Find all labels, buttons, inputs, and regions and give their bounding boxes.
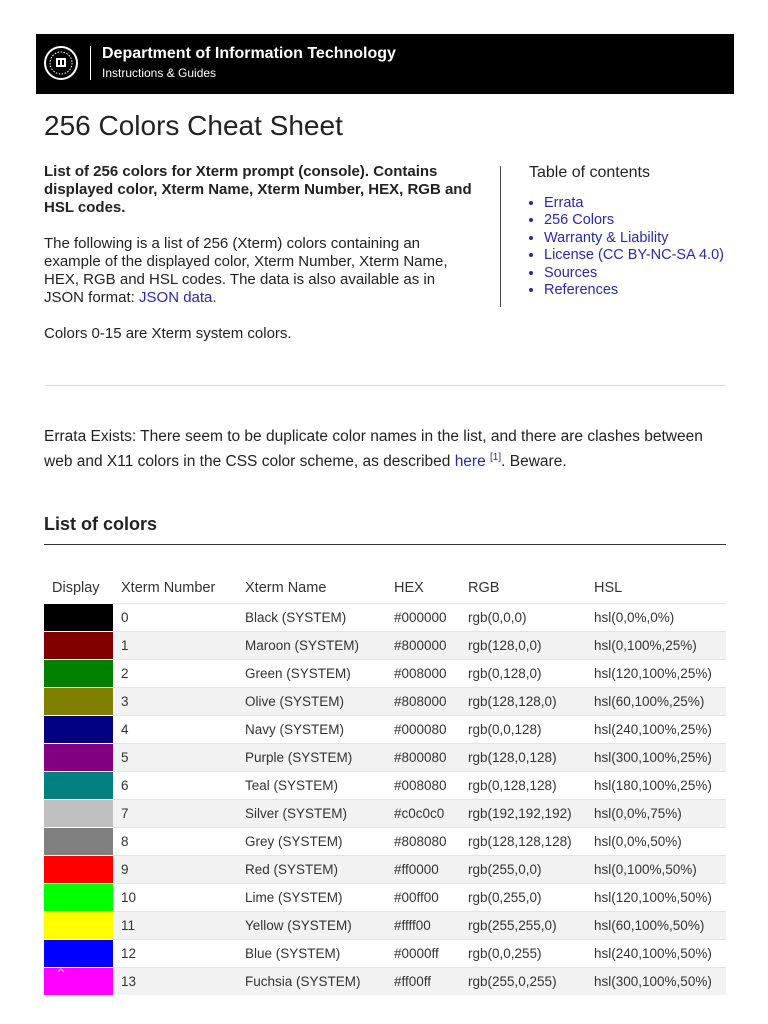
xterm-number-cell: 7: [113, 800, 237, 828]
xterm-name-cell: Purple (SYSTEM): [237, 744, 386, 772]
xterm-name-cell: Navy (SYSTEM): [237, 716, 386, 744]
xterm-number-cell: 5: [113, 744, 237, 772]
xterm-number-cell: 4: [113, 716, 237, 744]
heading-rule: [44, 544, 726, 545]
hex-cell: #808000: [386, 688, 460, 716]
intro-body-text: The following is a list of 256 (Xterm) colors containing an example of the displayed color, Xterm Number, Xterm Name, HEX, RGB and HSL codes. The data is also available as in JSON format:: [44, 235, 448, 306]
rgb-cell: rgb(128,0,0): [460, 632, 586, 660]
rgb-cell: rgb(128,128,128): [460, 828, 586, 856]
col-header-hex: HEX: [394, 580, 424, 596]
hex-cell: #ff0000: [386, 856, 460, 884]
table-of-contents: [529, 163, 739, 299]
hex-cell: #800080: [386, 744, 460, 772]
xterm-name-cell: Lime (SYSTEM): [237, 884, 386, 912]
hsl-cell: hsl(120,100%,25%): [586, 660, 726, 688]
hex-cell: #00ff00: [386, 884, 460, 912]
table-row: [44, 660, 726, 688]
hsl-cell: hsl(60,100%,50%): [586, 912, 726, 940]
table-row: [44, 968, 726, 996]
rgb-cell: rgb(192,192,192): [460, 800, 586, 828]
xterm-number-cell: 13: [113, 968, 237, 996]
xterm-number-cell: 10: [113, 884, 237, 912]
site-header: [36, 34, 734, 94]
table-row: [44, 688, 726, 716]
table-row: [44, 856, 726, 884]
hsl-cell: hsl(0,100%,25%): [586, 632, 726, 660]
xterm-name-cell: Black (SYSTEM): [237, 604, 386, 632]
color-swatch: [44, 604, 113, 632]
color-swatch: [44, 856, 113, 884]
toc-item-sources[interactable]: [544, 265, 739, 282]
hsl-cell: hsl(0,0%,0%): [586, 604, 726, 632]
rgb-cell: rgb(0,255,0): [460, 884, 586, 912]
hex-cell: #808080: [386, 828, 460, 856]
hsl-cell: hsl(300,100%,50%): [586, 968, 726, 996]
toc-item-errata[interactable]: [544, 195, 739, 212]
xterm-name-cell: Red (SYSTEM): [237, 856, 386, 884]
list-of-colors-heading: List of colors: [44, 514, 158, 534]
xterm-number-cell: 12: [113, 940, 237, 968]
hsl-cell: hsl(120,100%,50%): [586, 884, 726, 912]
intro-section: [44, 163, 476, 361]
col-header-xterm-name: Xterm Name: [245, 580, 327, 596]
errata-suffix: . Beware.: [501, 453, 567, 471]
toc-link-license[interactable]: License (CC BY-NC-SA 4.0): [544, 247, 724, 264]
hsl-cell: hsl(60,100%,25%): [586, 688, 726, 716]
hex-cell: #c0c0c0: [386, 800, 460, 828]
xterm-number-cell: 2: [113, 660, 237, 688]
hsl-cell: hsl(0,100%,50%): [586, 856, 726, 884]
rgb-cell: rgb(0,0,255): [460, 940, 586, 968]
hsl-cell: hsl(240,100%,50%): [586, 940, 726, 968]
xterm-number-cell: 8: [113, 828, 237, 856]
color-swatch: [44, 744, 113, 772]
table-row: [44, 912, 726, 940]
intro-body-suffix: .: [212, 289, 217, 306]
hex-cell: #800000: [386, 632, 460, 660]
col-header-hsl: HSL: [594, 580, 623, 596]
hex-cell: #008000: [386, 660, 460, 688]
rgb-cell: rgb(128,128,0): [460, 688, 586, 716]
json-data-link[interactable]: JSON data: [139, 289, 213, 306]
errata-here-link[interactable]: here: [454, 453, 486, 471]
toc-item-warranty[interactable]: [544, 230, 739, 247]
xterm-name-cell: Green (SYSTEM): [237, 660, 386, 688]
xterm-name-cell: Grey (SYSTEM): [237, 828, 386, 856]
table-row: [44, 940, 726, 968]
system-colors-note: Colors 0-15 are Xterm system colors.: [44, 325, 292, 342]
rgb-cell: rgb(0,0,0): [460, 604, 586, 632]
intro-body: [44, 235, 476, 307]
table-row: [44, 828, 726, 856]
color-swatch: [44, 632, 113, 660]
xterm-name-cell: Blue (SYSTEM): [237, 940, 386, 968]
table-row: [44, 772, 726, 800]
xterm-number-cell: 0: [113, 604, 237, 632]
hex-cell: #000000: [386, 604, 460, 632]
xterm-number-cell: 1: [113, 632, 237, 660]
color-swatch: [44, 688, 113, 716]
color-swatch: [44, 828, 113, 856]
table-row: [44, 800, 726, 828]
hsl-cell: hsl(0,0%,75%): [586, 800, 726, 828]
toc-link-sources[interactable]: Sources: [544, 264, 598, 281]
toc-list: [529, 195, 739, 299]
col-header-display: Display: [52, 580, 100, 596]
hex-cell: #ff00ff: [386, 968, 460, 996]
section-divider: [44, 385, 726, 386]
col-header-rgb: RGB: [468, 580, 500, 596]
hsl-cell: hsl(240,100%,25%): [586, 716, 726, 744]
color-swatch: [44, 660, 113, 688]
rgb-cell: rgb(0,128,128): [460, 772, 586, 800]
toc-item-references[interactable]: [544, 282, 739, 299]
hex-cell: #000080: [386, 716, 460, 744]
intro-lead: List of 256 colors for Xterm prompt (console). Contains displayed color, Xterm Name, Xterm Number, HEX, RGB and HSL codes.: [44, 163, 472, 216]
rgb-cell: rgb(0,0,128): [460, 716, 586, 744]
toc-link-errata[interactable]: Errata: [544, 195, 584, 211]
color-swatch: [44, 716, 113, 744]
color-swatch: [44, 772, 113, 800]
errata-text: Errata Exists: There seem to be duplicate color names in the list, and there are clashes between web and X11 colors in the CSS color scheme, as described: [44, 428, 703, 471]
xterm-number-cell: 3: [113, 688, 237, 716]
university-seal-icon[interactable]: [44, 46, 78, 80]
page-title: 256 Colors Cheat Sheet: [44, 110, 343, 141]
errata-reference-link[interactable]: [1]: [490, 452, 502, 463]
colors-table: [44, 573, 726, 995]
color-swatch: [44, 884, 113, 912]
table-row: [44, 632, 726, 660]
toc-title: Table of contents: [529, 164, 650, 181]
color-swatch: [44, 940, 113, 968]
hsl-cell: hsl(300,100%,25%): [586, 744, 726, 772]
toc-link-references[interactable]: References: [544, 282, 619, 299]
table-header-row: [44, 573, 726, 604]
table-row: [44, 604, 726, 632]
table-row: [44, 884, 726, 912]
header-divider: [90, 46, 91, 80]
hex-cell: #ffff00: [386, 912, 460, 940]
col-header-xterm-number: Xterm Number: [121, 580, 216, 596]
xterm-name-cell: Maroon (SYSTEM): [237, 632, 386, 660]
rgb-cell: rgb(255,0,255): [460, 968, 586, 996]
toc-divider: [500, 166, 501, 307]
toc-link-256-colors[interactable]: 256 Colors: [544, 212, 615, 229]
hex-cell: #008080: [386, 772, 460, 800]
xterm-number-cell: 6: [113, 772, 237, 800]
hex-cell: #0000ff: [386, 940, 460, 968]
department-subtitle: Instructions & Guides: [102, 66, 217, 80]
hsl-cell: hsl(180,100%,25%): [586, 772, 726, 800]
xterm-number-cell: 11: [113, 912, 237, 940]
xterm-number-cell: 9: [113, 856, 237, 884]
hsl-cell: hsl(0,0%,50%): [586, 828, 726, 856]
rgb-cell: rgb(255,0,0): [460, 856, 586, 884]
xterm-name-cell: Fuchsia (SYSTEM): [237, 968, 386, 996]
table-body: [44, 604, 726, 996]
xterm-name-cell: Teal (SYSTEM): [237, 772, 386, 800]
toc-item-license[interactable]: [544, 247, 739, 264]
table-row: [44, 716, 726, 744]
toc-link-warranty[interactable]: Warranty & Liability: [544, 229, 669, 246]
toc-item-256-colors[interactable]: [544, 212, 739, 229]
rgb-cell: rgb(128,0,128): [460, 744, 586, 772]
rgb-cell: rgb(255,255,0): [460, 912, 586, 940]
department-title[interactable]: Department of Information Technology: [102, 45, 396, 62]
table-row: [44, 744, 726, 772]
xterm-name-cell: Olive (SYSTEM): [237, 688, 386, 716]
xterm-name-cell: Silver (SYSTEM): [237, 800, 386, 828]
color-swatch: [44, 912, 113, 940]
rgb-cell: rgb(0,128,0): [460, 660, 586, 688]
chevron-up-icon[interactable]: ⌃: [54, 967, 68, 984]
errata-notice: [44, 426, 726, 472]
xterm-name-cell: Yellow (SYSTEM): [237, 912, 386, 940]
color-swatch: [44, 800, 113, 828]
